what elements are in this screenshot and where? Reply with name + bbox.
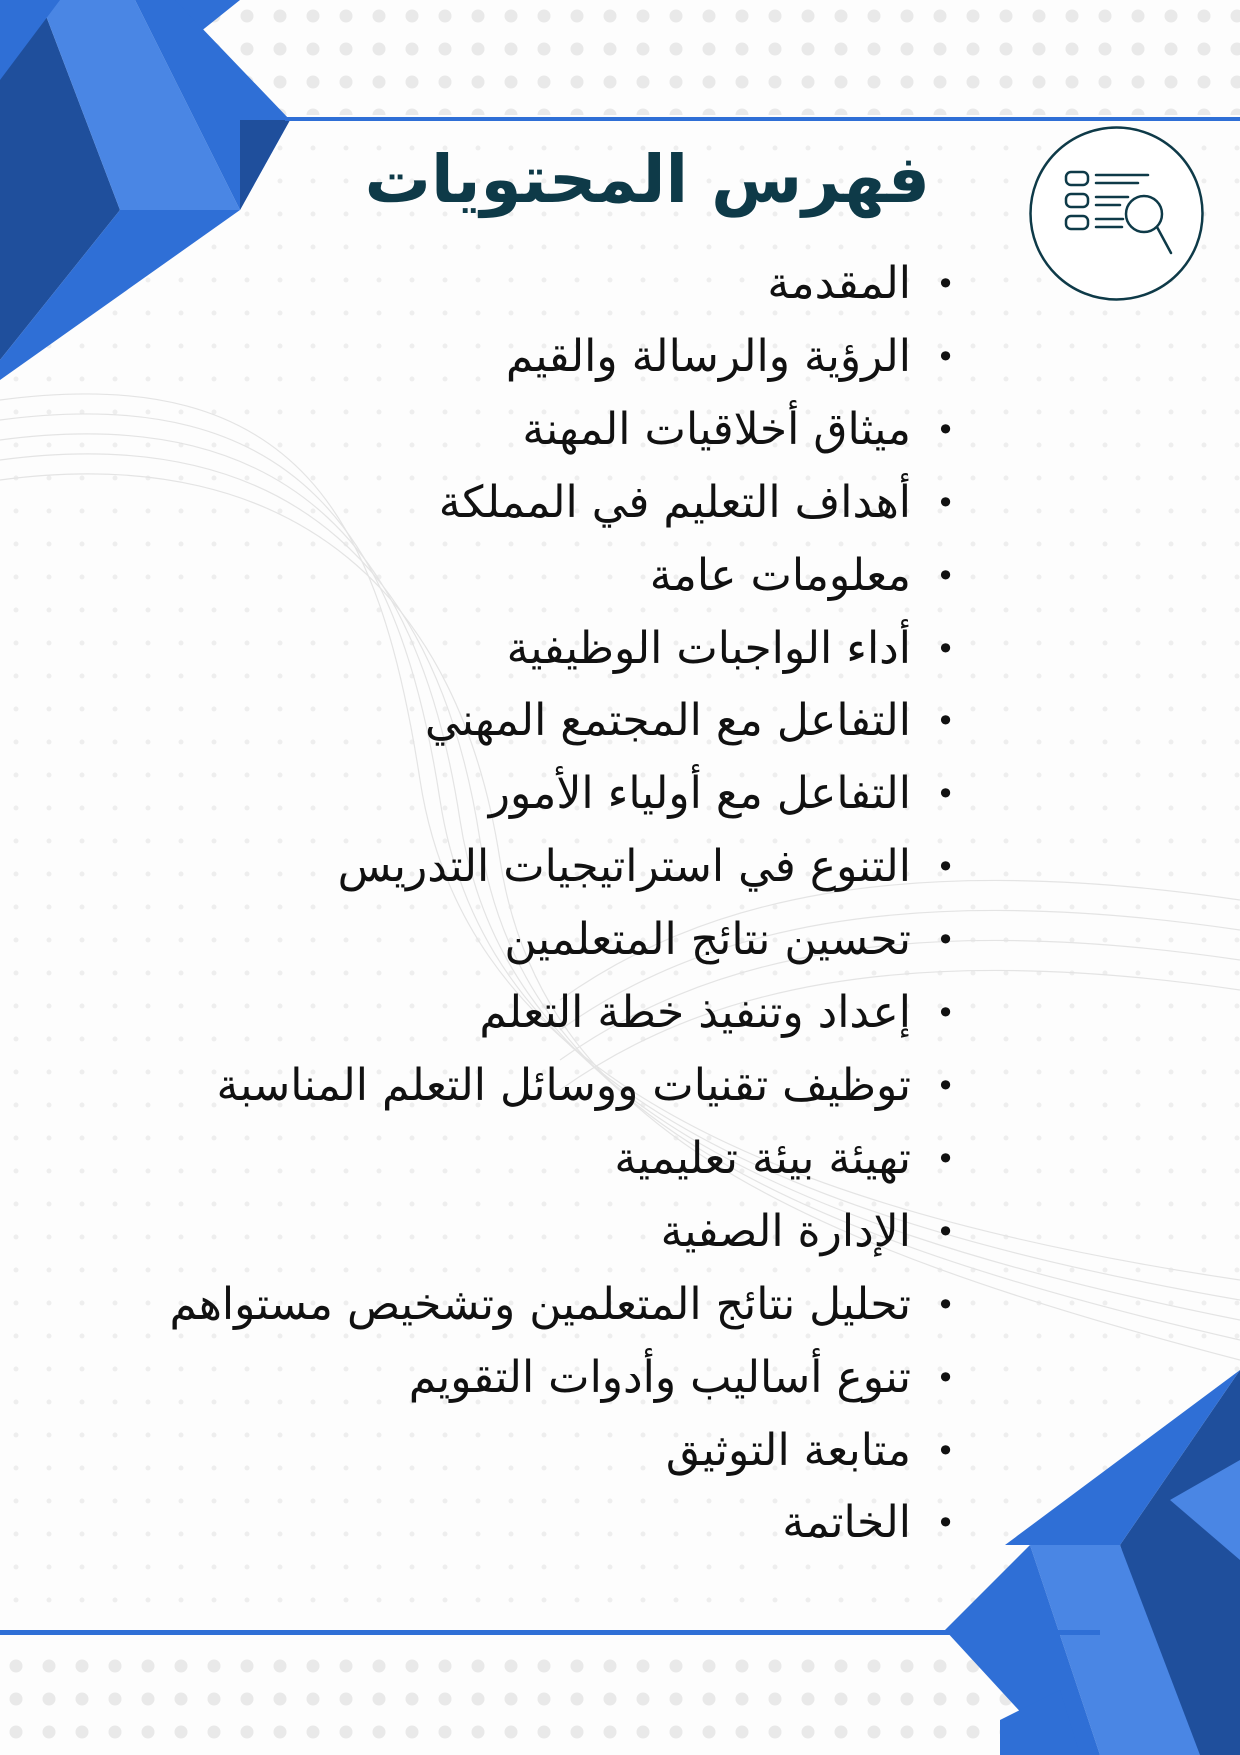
toc-item: • متابعة التوثيق — [20, 1415, 955, 1488]
dot-pattern-bottom — [0, 1640, 1050, 1755]
table-of-contents-list — [20, 248, 955, 1560]
table-of-contents-search-icon — [1028, 125, 1205, 302]
toc-item: • الرؤية والرسالة والقيم — [20, 321, 955, 394]
toc-item: • إعداد وتنفيذ خطة التعلم — [20, 977, 955, 1050]
toc-item: • التفاعل مع المجتمع المهني — [20, 685, 955, 758]
toc-item: • أداء الواجبات الوظيفية — [20, 613, 955, 686]
toc-item: • تهيئة بيئة تعليمية — [20, 1123, 955, 1196]
toc-item: • توظيف تقنيات ووسائل التعلم المناسبة — [20, 1050, 955, 1123]
toc-item: • ميثاق أخلاقيات المهنة — [20, 394, 955, 467]
toc-item: • أهداف التعليم في المملكة — [20, 467, 955, 540]
top-rule — [285, 117, 1240, 121]
dot-pattern-top — [150, 0, 1240, 115]
toc-item: • التنوع في استراتيجيات التدريس — [20, 831, 955, 904]
toc-item: • تحسين نتائج المتعلمين — [20, 904, 955, 977]
toc-item: • المقدمة — [20, 248, 955, 321]
toc-item: • الخاتمة — [20, 1487, 955, 1560]
toc-item: • تنوع أساليب وأدوات التقويم — [20, 1342, 955, 1415]
page-title: فهرس المحتويات — [364, 141, 930, 218]
toc-item: • تحليل نتائج المتعلمين وتشخيص مستواهم — [20, 1269, 955, 1342]
toc-item: • معلومات عامة — [20, 540, 955, 613]
toc-item: • الإدارة الصفية — [20, 1196, 955, 1269]
bottom-rule — [0, 1630, 1100, 1635]
toc-item: • التفاعل مع أولياء الأمور — [20, 758, 955, 831]
